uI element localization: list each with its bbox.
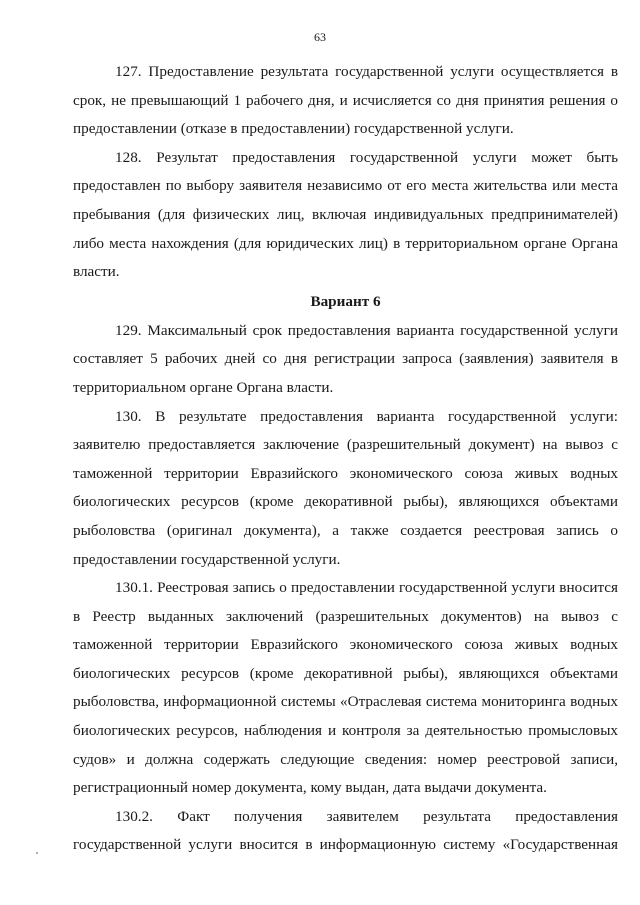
document-body bbox=[73, 58, 618, 860]
page-number: 63 bbox=[314, 30, 326, 44]
paragraph-127: 127. Предоставление результата государственной услуги осуществляется в срок, не превышающий 1 рабочего дня, и исчисляется со дня принятия решения о предоставлении (отказе в предоставлении) государственной услуги. bbox=[73, 63, 618, 138]
paragraph-129: 129. Максимальный срок предоставления варианта государственной услуги составляет 5 рабочих дней со дня регистрации запроса (заявления) заявителя в территориальном органе Органа власти. bbox=[73, 321, 618, 396]
paragraph-130: 130. В результате предоставления варианта государственной услуги: заявителю предоставляется заключение (разрешительный документ) на вывоз с таможенной территории Евразийского экономического союза живых водных биологических ресурсов (кроме декоративной рыбы), являющихся объектами рыболовства (оригинал документа), а также создается реестровая запись о предоставлении государственной услуги. bbox=[73, 407, 618, 568]
paragraph-130-2: 130.2. Факт получения заявителем результата предоставления государственной услуги вносится в информационную систему «Государственная bbox=[73, 807, 618, 854]
paragraph-130-1: 130.1. Реестровая запись о предоставлении государственной услуги вносится в Реестр выданных заключений (разрешительных документов) на вывоз с таможенной территории Евразийского экономического союза живых водных биологических ресурсов (кроме декоративной рыбы), являющихся объектами рыболовства, информационной системы «Отраслевая система мониторинга водных биологических ресурсов, наблюдения и контроля за деятельностью промысловых судов» и должна содержать следующие сведения: номер реестровой записи, регистрационный номер документа, кому выдан, дата выдачи документа. bbox=[73, 579, 618, 797]
section-heading-variant-6: Вариант 6 bbox=[310, 292, 381, 310]
paragraph-128: 128. Результат предоставления государственной услуги может быть предоставлен по выбору заявителя независимо от его места жительства или места пребывания (для физических лиц, включая индивидуальных предпринимателей) либо места нахождения (для юридических лиц) в территориальном органе Органа власти. bbox=[73, 148, 618, 281]
scan-artifact bbox=[36, 852, 38, 854]
